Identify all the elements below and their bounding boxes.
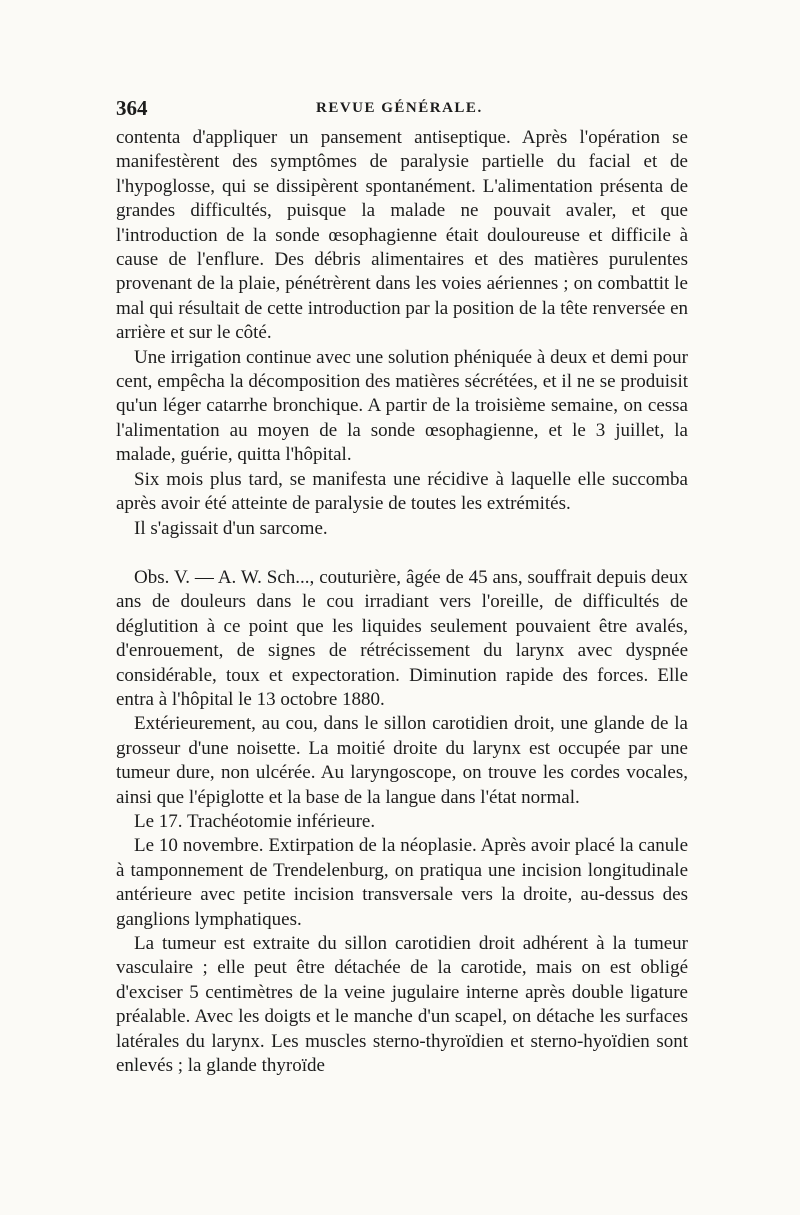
paragraph-1: contenta d'appliquer un pansement antiseptique. Après l'opération se manifestèrent des symptômes de paralysie partielle du facial et de l'hypoglosse, qui se dissipèrent spontanément. L'alimentation présenta de grandes difficultés, puisque la malade ne pouvait avaler, et que l'introduction de la sonde œsophagienne était douloureuse et difficile à cause de l'enflure. Des débris alimentaires et des matières purulentes provenant de la plaie, pénétrèrent dans les voies aériennes ; on combattit le mal qui résultait de cette introduction par la position de la tête renversée en arrière et sur le côté. — [116, 127, 688, 344]
running-title: REVUE GÉNÉRALE. — [316, 100, 483, 116]
paragraph-4: Il s'agissait d'un sarcome. — [134, 517, 328, 539]
paragraph-8: Le 10 novembre. Extirpation de la néoplasie. Après avoir placé la canule à tamponnement de Trendelenburg, on pratiqua une incision longitudinale antérieure avec petite incision transversale vers la droite, au-dessus des ganglions lymphatiques. — [116, 835, 688, 930]
running-head — [116, 96, 688, 126]
paragraph-2: Une irrigation continue avec une solution phéniquée à deux et demi pour cent, empêcha la décomposition des matières sécrétées, et il ne se produisit qu'un léger catarrhe bronchique. A partir de la troisième semaine, on cessa l'alimentation au moyen de la sonde œsophagienne, et le 3 juillet, la malade, guérie, quitta l'hôpital. — [116, 346, 688, 466]
paragraph-6: Extérieurement, au cou, dans le sillon carotidien droit, une glande de la grosseur d'une noisette. La moitié droite du larynx est occupée par une tumeur dure, non ulcérée. Au laryngoscope, on trouve les cordes vocales, ainsi que l'épiglotte et la base de la langue dans l'état normal. — [116, 713, 688, 808]
observation-heading-paragraph: Obs. V. — A. W. Sch..., couturière, âgée de 45 ans, souffrait depuis deux ans de douleurs dans le cou irradiant vers l'oreille, de difficultés de déglutition à ce point que les liquides seulement pouvaient être avalés, d'enrouement, de signes de rétrécissement du larynx avec dyspnée considérable, toux et expectoration. Diminution rapide des forces. Elle entra à l'hôpital le 13 octobre 1880. — [116, 566, 688, 710]
paragraph-3: Six mois plus tard, se manifesta une récidive à laquelle elle succomba après avoir été atteinte de paralysie de toutes les extrémités. — [116, 468, 688, 515]
body-text — [116, 126, 688, 1078]
page-number: 364 — [116, 96, 148, 120]
paragraph-9: La tumeur est extraite du sillon carotidien droit adhérent à la tumeur vasculaire ; elle peut être détachée de la carotide, mais on est obligé d'exciser 5 centimètres de la veine jugulaire interne après double ligature préalable. Avec les doigts et le manche d'un scapel, on détache les surfaces latérales du larynx. Les muscles sterno-thyroïdien et sterno-hyoïdien sont enlevés ; la glande thyroïde — [116, 933, 688, 1077]
paragraph-7: Le 17. Trachéotomie inférieure. — [134, 810, 376, 832]
